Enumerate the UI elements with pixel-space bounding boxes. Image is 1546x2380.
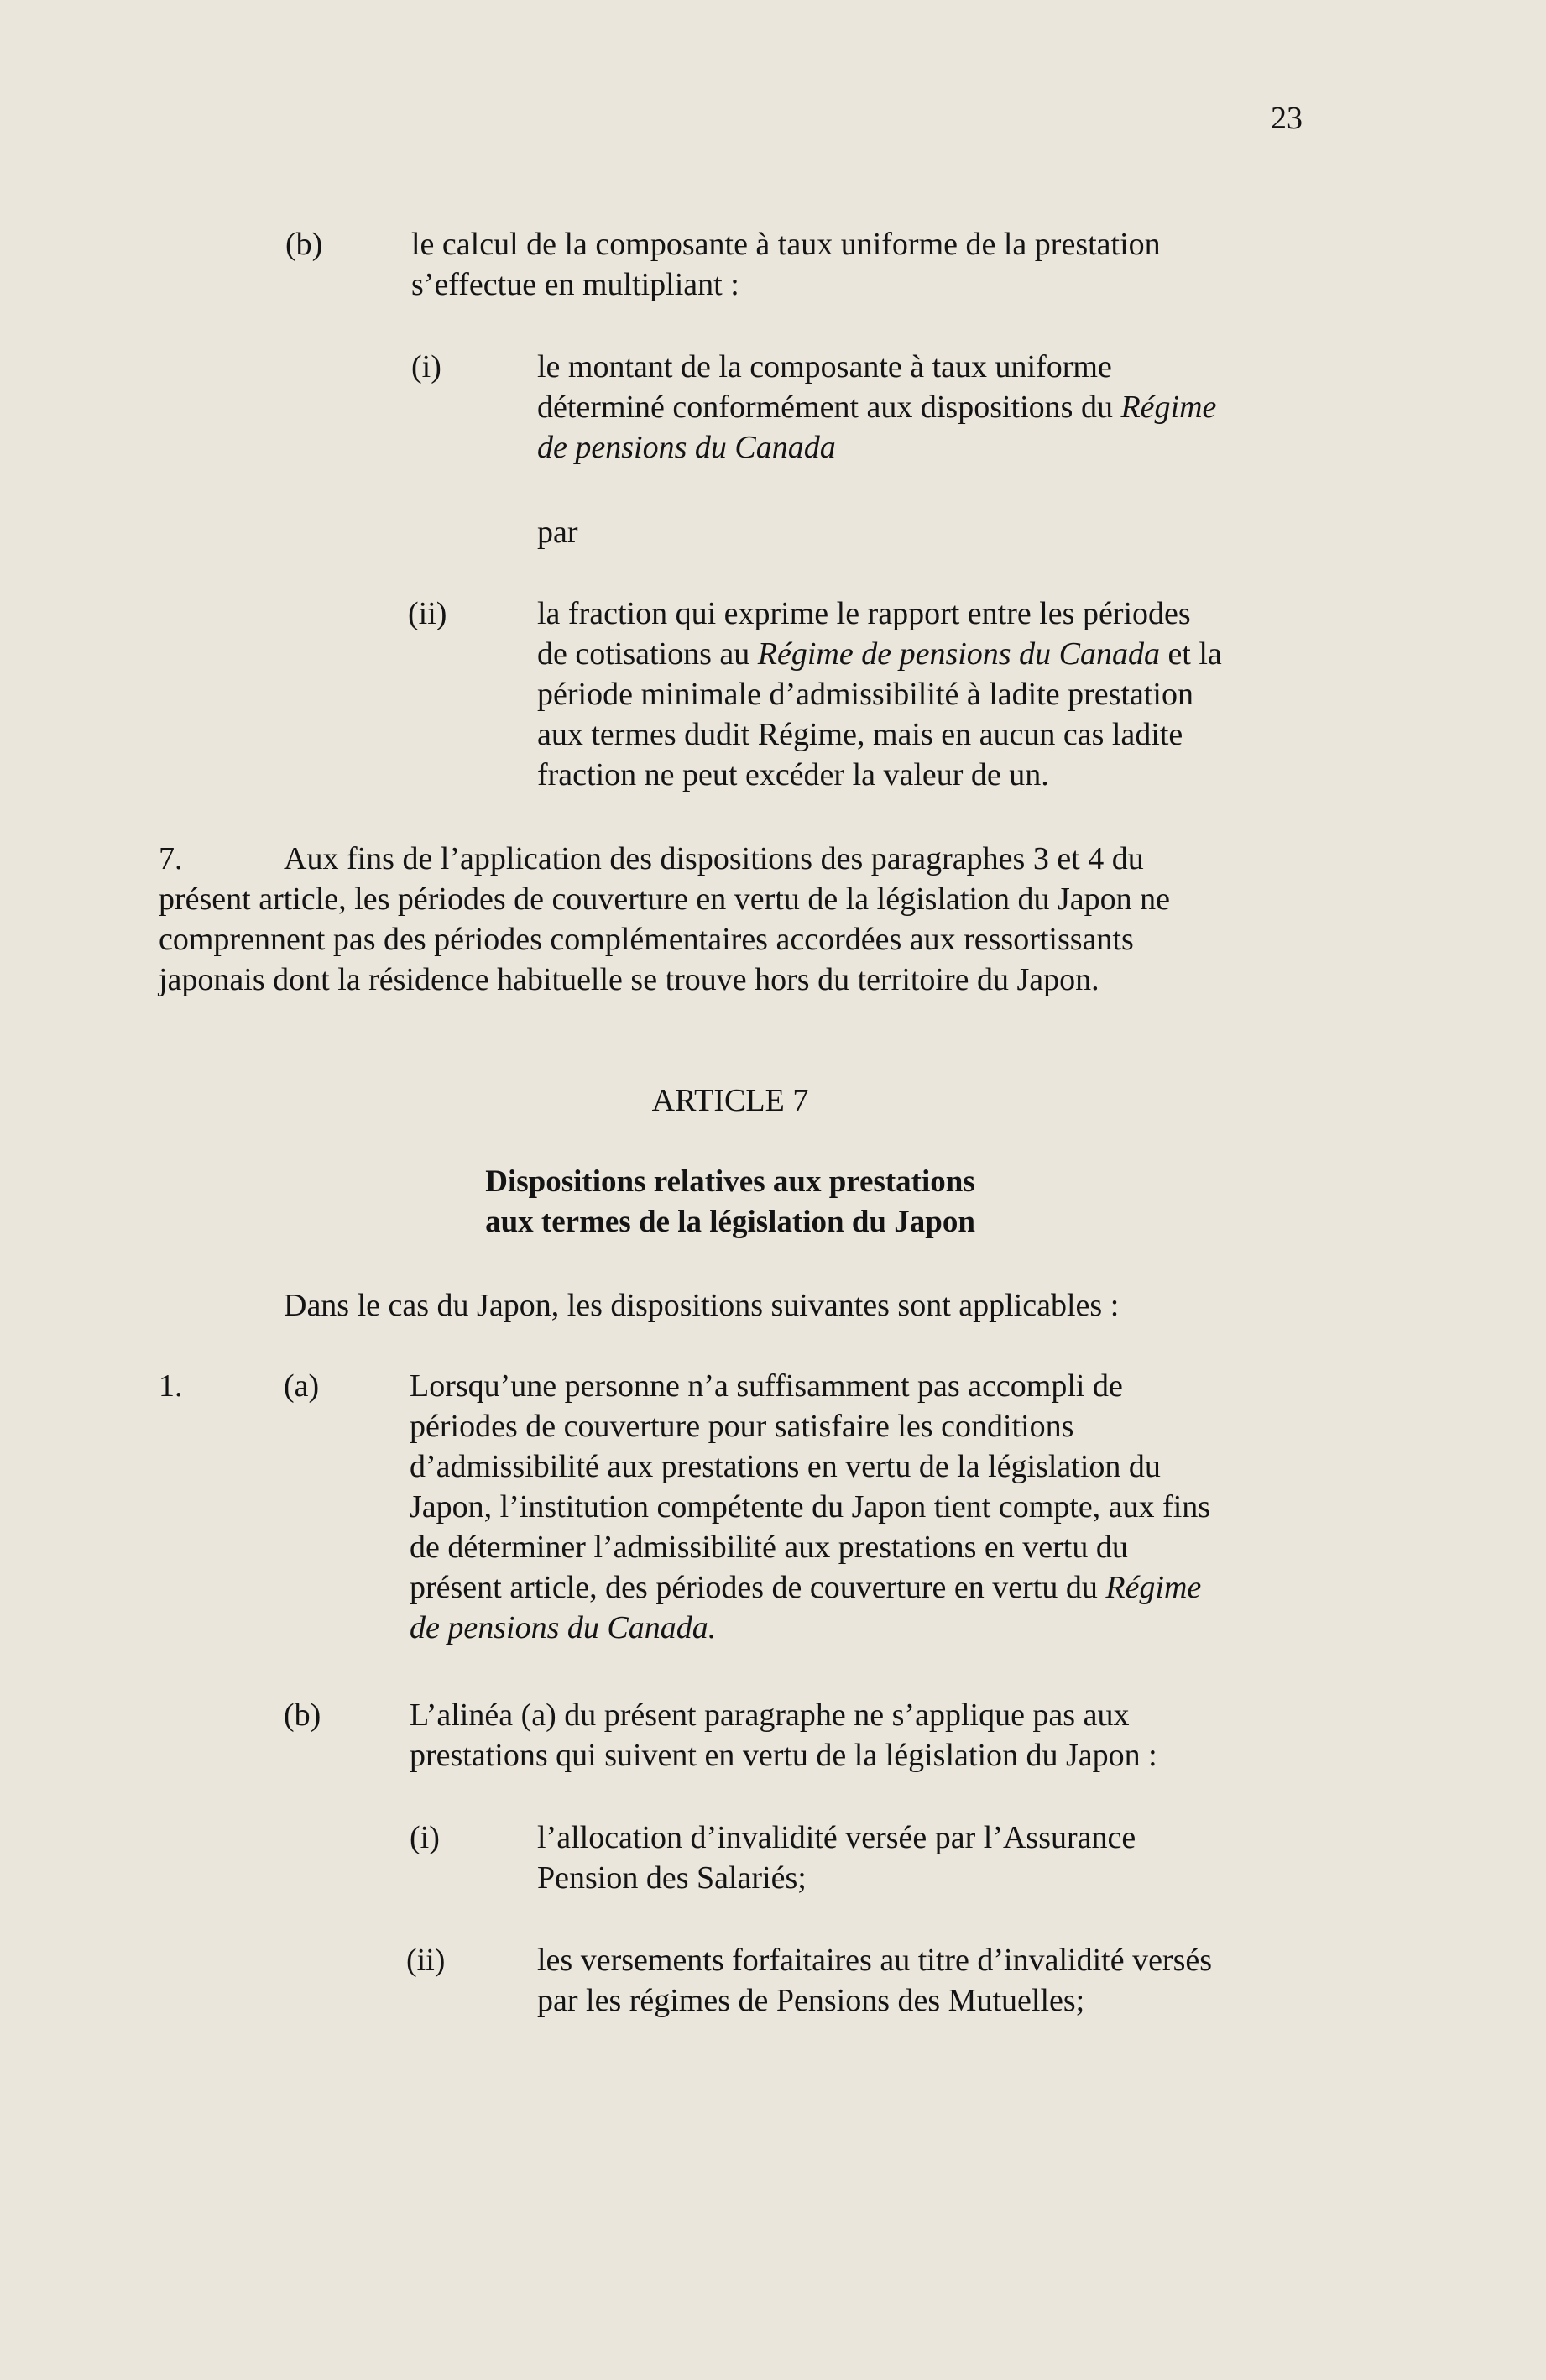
para7-text [159, 879, 1170, 1000]
item-ii1-line2-post: et la [1159, 636, 1222, 672]
item-ii1-line2-italic: Régime de pensions du Canada [757, 636, 1160, 672]
para1-a-line6-italic: Régime [1105, 1570, 1202, 1605]
item-ii1-line: aux termes dudit Régime, mais en aucun cas ladite [537, 717, 1183, 752]
para1-a-line [410, 1608, 1210, 1648]
item-i1-line [537, 387, 1216, 427]
sub-b1-text [411, 224, 1161, 305]
para1-a-line: d’admissibilité aux prestations en vertu de la législation du [410, 1449, 1161, 1484]
para1-a-line: de déterminer l’admissibilité aux prestations en vertu du [410, 1530, 1128, 1565]
sub-b1-line: s’effectue en multipliant : [411, 267, 739, 302]
para1-i-text [537, 1818, 1136, 1898]
para1-a-line [410, 1567, 1210, 1608]
para1-i-line: Pension des Salariés; [537, 1860, 807, 1896]
para1-a-label: (a) [284, 1368, 320, 1404]
para1-number: 1. [159, 1368, 183, 1404]
intro-sentence: Dans le cas du Japon, les dispositions suivantes sont applicables : [284, 1288, 1120, 1323]
item-i1-text [537, 347, 1216, 468]
item-i1-line [537, 427, 1216, 468]
para7-line1: Aux fins de l’application des dispositions des paragraphes 3 et 4 du [284, 841, 1144, 876]
para1-a-line: Lorsqu’une personne n’a suffisamment pas accompli de [410, 1368, 1123, 1404]
article-subheading-line: aux termes de la législation du Japon [485, 1205, 975, 1239]
item-ii1-line2-pre: de cotisations au [537, 636, 758, 672]
para1-b-label: (b) [284, 1697, 321, 1733]
para1-ii-line: les versements forfaitaires au titre d’invalidité versés [537, 1943, 1213, 1978]
article-subheading [0, 1162, 1460, 1242]
page-number: 23 [1271, 101, 1303, 136]
item-i1-line: le montant de la composante à taux uniforme [537, 349, 1112, 384]
para1-a-line: Japon, l’institution compétente du Japon tient compte, aux fins [410, 1489, 1211, 1525]
para1-ii-text [537, 1940, 1212, 2021]
item-ii1-line [537, 634, 1222, 674]
para1-b-line: L’alinéa (a) du présent paragraphe ne s’applique pas aux [410, 1697, 1130, 1733]
para1-ii-label: (ii) [406, 1943, 446, 1978]
para1-a-line: périodes de couverture pour satisfaire les conditions [410, 1409, 1074, 1444]
para7-line: japonais dont la résidence habituelle se trouve hors du territoire du Japon. [159, 962, 1099, 997]
article-subheading-line: Dispositions relatives aux prestations [485, 1164, 975, 1199]
para1-b-text [410, 1695, 1157, 1776]
item-ii1-text [537, 594, 1222, 795]
para7-number: 7. [159, 841, 183, 876]
para1-b-line: prestations qui suivent en vertu de la législation du Japon : [410, 1738, 1157, 1773]
item-ii1-line: la fraction qui exprime le rapport entre les périodes [537, 596, 1191, 631]
item-i1-line3-italic: de pensions du Canada [537, 430, 836, 465]
sub-b1-line: le calcul de la composante à taux uniforme de la prestation [411, 227, 1161, 262]
item-i1-label: (i) [411, 349, 441, 384]
para7-line: comprennent pas des périodes complémentaires accordées aux ressortissants [159, 922, 1134, 957]
item-ii1-label: (ii) [408, 596, 447, 631]
item-ii1-line: période minimale d’admissibilité à ladite prestation [537, 677, 1193, 712]
para1-a-text [410, 1366, 1210, 1648]
para1-a-line7-italic: de pensions du Canada. [410, 1610, 717, 1645]
para1-i-line: l’allocation d’invalidité versée par l’Assurance [537, 1820, 1136, 1855]
para1-a-line6-pre: présent article, des périodes de couverture en vertu du [410, 1570, 1106, 1605]
par-word: par [537, 515, 578, 550]
sub-b1-label: (b) [285, 227, 323, 262]
item-i1-line2-italic: Régime [1120, 390, 1217, 425]
item-i1-line2-text: déterminé conformément aux dispositions du [537, 390, 1121, 425]
para7-line: présent article, les périodes de couverture en vertu de la législation du Japon ne [159, 881, 1170, 917]
para1-ii-line: par les régimes de Pensions des Mutuelles; [537, 1983, 1085, 2018]
item-ii1-line: fraction ne peut excéder la valeur de un. [537, 757, 1049, 792]
para1-i-label: (i) [410, 1820, 440, 1855]
article-heading: ARTICLE 7 [651, 1083, 809, 1118]
